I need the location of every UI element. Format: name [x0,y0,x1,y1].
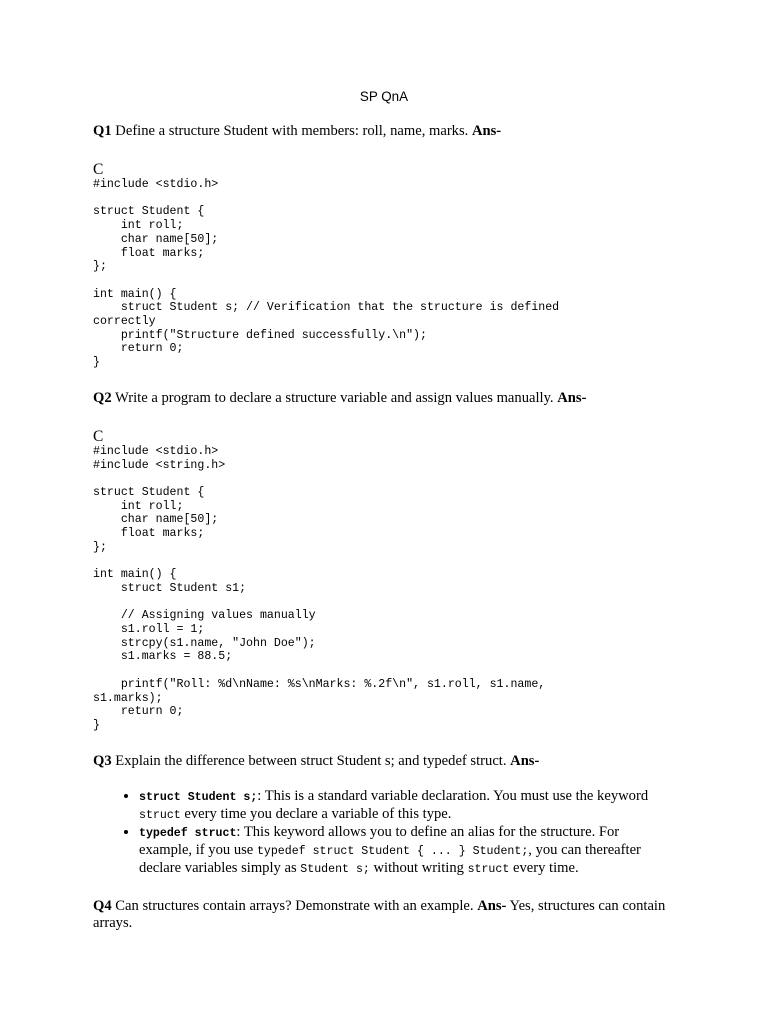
bullet-2-term: typedef struct [139,826,237,840]
bullet-1-code: struct [139,808,181,822]
question-1 [93,123,675,140]
question-2-number: Q2 [93,389,112,406]
bullet-2-code-typedef: typedef struct Student { ... } Student; [256,844,529,858]
question-3-text: Explain the difference between struct Student s; and typedef struct. [111,752,511,769]
question-3-number: Q3 [93,752,112,769]
question-2 [93,390,675,407]
question-1-text: Define a structure Student with members: roll, name, marks. [111,123,472,139]
bullet-2-text-end: every time. [509,859,579,876]
question-2-ans-label: Ans- [557,389,587,406]
question-4 [93,898,675,932]
question-2-code-block: #include <stdio.h> #include <string.h> struct Student { int roll; char name[50]; float marks; }; int main() { struct Student s1; // Assigning values manually s1.roll = 1; strcpy(s1.name, "John Doe"); s1.marks = 88.5; printf("Roll: %d\nName: %s\nMarks: %.2f\n", s1.roll, s1.name, s1.marks); return 0; } [93,444,546,732]
page-title: SP QnA [359,89,409,104]
bullet-2-code-struct: struct [467,862,510,876]
question-1-code-block: #include <stdio.h> struct Student { int roll; char name[50]; float marks; }; int main() { struct Student s; // Verification that the structure is defined correctly printf("Structure defined successfully.\n"); return 0; } [93,178,560,370]
question-4-ans-label: Ans- [477,897,507,914]
question-1-ans-label: Ans- [471,123,502,139]
question-4-text: Can structures contain arrays? Demonstrate with an example. [111,897,478,914]
question-4-answer: Yes, structures can contain arrays. [93,897,666,931]
question-3-ans-label: Ans- [510,752,540,769]
question-3-answer-list [93,788,675,878]
bullet-2-text: : This keyword allows you to define an alias for the structure. For example, if you use [139,823,620,858]
bullet-1-text: : This is a standard variable declaration. You must use the keyword [257,787,649,804]
question-3 [93,753,675,770]
list-item [139,788,675,824]
question-2-text: Write a program to declare a structure variable and assign values manually. [111,389,558,406]
bullet-2-text-mid2: without writing [369,859,468,876]
question-4-number: Q4 [93,897,112,914]
question-1-number: Q1 [93,123,112,139]
bullet-1-text-end: every time you declare a variable of this type. [180,805,452,822]
question-2-language-label: C [93,427,104,445]
question-1-language-label: C [93,161,104,178]
list-item [139,824,675,878]
bullet-1-term: struct Student s; [139,790,258,804]
bullet-2-text-mid: , you can thereafter declare variables simply as [139,841,641,876]
bullet-2-code-decl: Student s; [300,862,370,876]
